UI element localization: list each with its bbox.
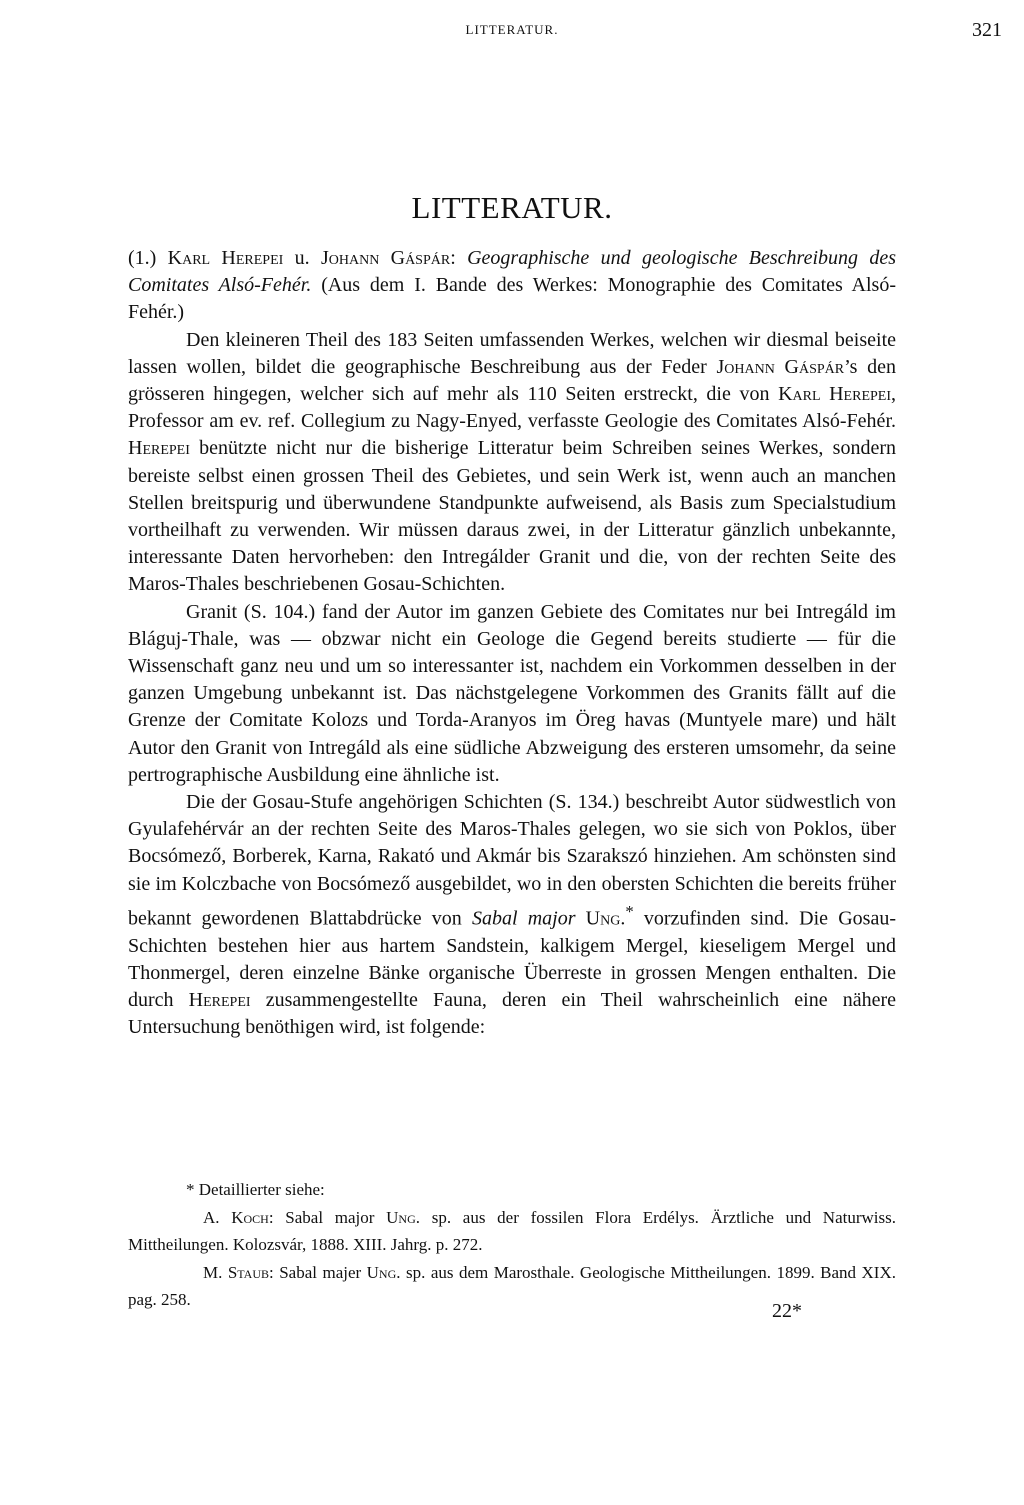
entry-source: (Aus dem I. Bande des Werkes: Monographie des Comitates Alsó-Fehér.) — [128, 274, 896, 324]
work-title: Geographische und geologische Beschreibung des Comitates Alsó-Fehér. — [128, 247, 897, 297]
author-herepei: Karl Herepei — [167, 247, 284, 269]
p3-author-ung: Ung. — [585, 907, 626, 930]
page-number: 321 — [972, 19, 1002, 41]
p1-text-c: , Professor am ev. ref. Collegium zu Nagy-Enyed, verfasste Geologie des Comitates Alsó-Fehér. — [128, 383, 896, 433]
p3-text-c: zusammengestellte Fauna, deren ein Theil wahrscheinlich eine nähere Untersuchung benöthigen wird, ist folgende: — [128, 989, 896, 1039]
entry-conjunction: u. — [283, 247, 321, 269]
p3-text-b: vorzufinden sind. Die Gosau-Schichten bestehen hier aus hartem Sandstein, kalkigem Mergel, kieseligem Mergel und Thonmergel, deren einzelne Bänke organische Überreste in grossen Mengen enthalten. Die durch — [128, 907, 897, 1012]
ref1-text-b: sp. aus der fossilen Flora Erdélys. Ärztliche und Naturwiss. Mittheilungen. Kolozsvár, 1888. XIII. Jahrg. p. 272. — [128, 1207, 896, 1254]
ref1-ung: Ung. — [386, 1207, 420, 1227]
footnote-heading: * Detaillierter siehe: — [186, 1180, 325, 1199]
ref1-author: A. Koch — [203, 1207, 269, 1227]
p3-name-herepei: Herepei — [188, 989, 251, 1012]
ref1-text-a: : Sabal major — [268, 1207, 387, 1227]
p1-name-herepei: Karl Herepei — [778, 383, 891, 406]
p3-species-name: Sabal major — [471, 907, 576, 930]
footnotes — [128, 1176, 896, 1314]
entry-colon: : — [450, 247, 468, 269]
footnote-marker: * — [625, 901, 634, 921]
p1-text-b: ’s den grösseren hingegen, welcher sich auf mehr als 110 Seiten erstreckt, die von — [128, 355, 896, 406]
section-title: LITTERATUR. — [411, 190, 613, 225]
p1-name-herepei-2: Herepei — [128, 437, 190, 460]
p1-text-a: Den kleineren Theil des 183 Seiten umfassenden Werkes, welchen wir diesmal beiseite lassen wollen, bildet die geographische Beschreibung aus der Feder — [128, 328, 896, 378]
body-text — [128, 245, 896, 1042]
running-head: LITTERATUR. — [465, 22, 559, 37]
author-gaspar: Johann Gáspár — [320, 247, 451, 269]
p1-text-d: benützte nicht nur die bisherige Litteratur beim Schreiben seines Werkes, sondern bereiste selbst einen grossen Theil des Gebietes, und sein Werk ist, wenn auch an manchen Stellen breitspurig und überwundene Standpunkte aufweisend, als Basis zum Specialstudium vortheilhaft zu verwenden. Wir müssen daraus zwei, in der Litteratur gänzlich unbekannte, interessante Daten hervorheben: den Intregálder Granit und die, von der rechten Seite des Maros-Thales beschriebenen Gosau-Schichten. — [128, 437, 896, 596]
sheet-signature: 22* — [772, 1300, 802, 1322]
p1-name-gaspar: Johann Gáspár — [716, 355, 845, 378]
paragraph-2: Granit (S. 104.) fand der Autor im ganzen Gebiete des Comitates nur bei Intregáld im Bláguj-Thale, was — obzwar nicht ein Geologe die Gegend bereits studierte — für die Wissenschaft ganz neu und um so interessanter ist, nachdem ein Vorkommen desselben in der ganzen Umgebung unbekannt ist. Das nächstgelegene Vorkommen des Granits fällt auf die Grenze der Comitate Kolozs und Torda-Aranyos im Öreg havas (Muntyele mare) und hält Autor den Granit von Intregáld als eine südliche Abzweigung des ersteren umsomehr, da seine pertrographische Ausbildung eine ähnliche ist. — [128, 600, 896, 786]
ref2-text-b: sp. aus dem Marosthale. Geologische Mittheilungen. 1899. Band XIX. pag. 258. — [128, 1262, 896, 1309]
ref2-author: M. Staub — [203, 1262, 270, 1282]
entry-number: (1.) — [128, 247, 157, 269]
p3-text-a: Die der Gosau-Stufe angehörigen Schichten (S. 134.) beschreibt Autor südwestlich von Gyulafehérvár an der rechten Seite des Maros-Thales gelegen, wo sie sich von Poklos, über Bocsómező, Borberek, Karna, Rakató und Akmár bis Szarakszó hinziehen. Am schönsten sind sie im Kolczbache von Bocsómező ausgebildet, wo in den obersten Schichten die bereits früher bekannt gewordenen Blattabdrücke von — [128, 791, 896, 930]
paragraph-1 — [128, 327, 896, 599]
footnote-ref-1 — [128, 1204, 896, 1259]
ref2-ung: Ung. — [366, 1262, 401, 1282]
paragraph-3 — [128, 789, 896, 1041]
ref2-text-a: : Sabal majer — [269, 1262, 367, 1282]
bibliographic-entry — [128, 245, 896, 327]
